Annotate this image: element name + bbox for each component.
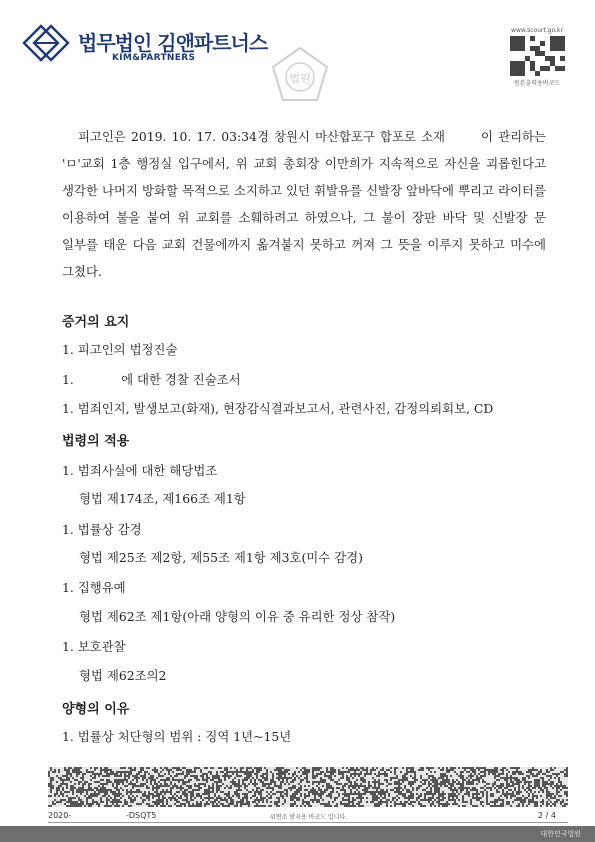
page-number: 2 / 4 <box>538 811 556 820</box>
law-item-title: 1. 보호관찰 <box>62 639 126 654</box>
facts-paragraph <box>62 123 546 285</box>
seal-text: 법원 <box>289 72 311 85</box>
evidence-item: 1. 범죄인지, 발생보고(화재), 현장감식결과보고서, 관련사진, 감정의뢰회보, CD <box>62 401 494 416</box>
firm-name-english: KIM&PARTNERS <box>112 53 196 63</box>
firm-name-korean: 법무법인 김앤파트너스 <box>78 31 268 55</box>
sentencing-heading: 양형의 이유 <box>62 702 130 717</box>
law-item-title: 1. 집행유예 <box>62 580 126 595</box>
law-item-title: 1. 법률상 감경 <box>62 522 142 537</box>
law-item-detail: 형법 제174조, 제166조 제1항 <box>79 491 246 506</box>
facts-text-part1: 피고인은 2019. 10. 17. 03:34경 창원시 마산합포구 합포로 소재 <box>78 129 446 144</box>
qr-caption: 원본출력용바코드 <box>513 80 561 87</box>
law-item-detail: 형법 제62조의2 <box>79 668 167 683</box>
court-name: 대한민국법원 <box>540 830 581 838</box>
court-url: www.scourt.go.kr <box>511 27 563 34</box>
verification-qr-code <box>510 36 565 76</box>
court-seal-watermark <box>268 45 332 109</box>
anti-forgery-barcode <box>48 767 568 807</box>
sentencing-item: 1. 법률상 처단형의 범위 : 징역 1년~15년 <box>62 729 292 744</box>
evidence-item: 1. 피고인의 법정진술 <box>62 342 178 357</box>
barcode-notice: 위변조 방지용 바코드 입니다. <box>270 814 348 821</box>
case-year: 2020- <box>48 811 72 820</box>
law-item-title: 1. 범죄사실에 대한 해당법조 <box>62 463 218 478</box>
footer-divider <box>48 822 568 823</box>
footer-band <box>0 826 595 842</box>
law-heading: 법령의 적용 <box>62 434 130 449</box>
evidence-item: 1. 에 대한 경찰 진술조서 <box>62 372 241 387</box>
facts-text-part2: 이 관리하는 'ㅁ'교회 1층 행정실 입구에서, 위 교회 총회장 이만희가 지속적으로 자신을 괴롭힌다고 생각한 나머지 방화할 목적으로 소지하고 있던 휘발유를 신발장 앞바닥에 뿌리고 라이터를 이용하여 불을 붙여 위 교회를 소훼하려고 하였으나, 그 불이 장판 바닥 및 신발장 문 일부를 태운 다음 교회 건물에까지 옮겨붙지 못하고 꺼져 그 뜻을 이루지 못하고 미수에 그쳤다. <box>62 129 546 279</box>
law-item-detail: 형법 제25조 제2항, 제55조 제1항 제3호(미수 감경) <box>79 550 363 565</box>
evidence-heading: 증거의 요지 <box>62 315 130 330</box>
document-code: -DSQT5 <box>126 811 157 820</box>
law-item-detail: 형법 제62조 제1항(아래 양형의 이유 중 유리한 정상 참작) <box>79 609 396 624</box>
firm-logo-icon <box>22 24 70 62</box>
